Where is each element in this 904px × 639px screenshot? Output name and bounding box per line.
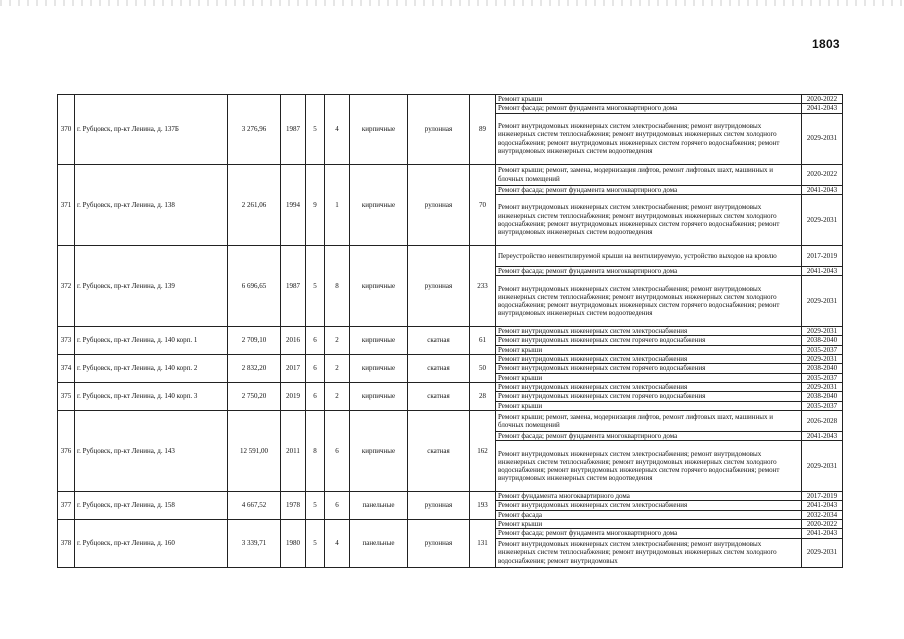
building-number: 372 xyxy=(58,245,75,326)
repair-period: 2038-2040 xyxy=(802,392,843,401)
repair-period: 2029-2031 xyxy=(802,327,843,336)
wall-material: кирпичные xyxy=(350,355,408,383)
repair-period: 2029-2031 xyxy=(802,194,843,245)
repair-period: 2026-2028 xyxy=(802,410,843,431)
building-address: г. Рубцовск, пр-кт Ленина, д. 137Б xyxy=(75,95,228,165)
repair-work: Ремонт крыши xyxy=(496,95,802,104)
building-year: 1980 xyxy=(281,520,306,568)
table-row xyxy=(58,410,843,431)
repair-work: Ремонт фасада; ремонт фундамента многоквартирного дома xyxy=(496,529,802,538)
repair-work: Ремонт внутридомовых инженерных систем электроснабжения; ремонт внутридомовых инженерных систем теплоснабжения; ремонт внутридомовых инженерных систем холодного водоснабжения; ремонт внутридомовых инженерных систем горячего водоснабжения; ремонт внутридомовых инженерных систем водоотведения xyxy=(496,113,802,164)
building-number: 378 xyxy=(58,520,75,568)
building-address: г. Рубцовск, пр-кт Ленина, д. 140 корп. 2 xyxy=(75,355,228,383)
repair-work: Ремонт внутридомовых инженерных систем электроснабжения xyxy=(496,382,802,391)
repair-work: Ремонт крыши xyxy=(496,345,802,354)
repair-work: Ремонт внутридомовых инженерных систем электроснабжения; ремонт внутридомовых инженерных систем теплоснабжения; ремонт внутридомовых инженерных систем холодного водоснабжения; ремонт внутридомовых инженерных систем горячего водоснабжения; ремонт внутридомовых инженерных систем водоотведения xyxy=(496,194,802,245)
building-area: 4 667,52 xyxy=(228,492,281,520)
repair-period: 2041-2043 xyxy=(802,185,843,194)
wall-material: кирпичные xyxy=(350,410,408,491)
building-year: 1994 xyxy=(281,164,306,245)
page-number: 1803 xyxy=(812,37,840,51)
building-entrances: 1 xyxy=(325,164,350,245)
repair-work: Ремонт внутридомовых инженерных систем горячего водоснабжения xyxy=(496,364,802,373)
building-year: 1987 xyxy=(281,95,306,165)
roof-type: скатная xyxy=(408,355,470,383)
repair-period: 2029-2031 xyxy=(802,538,843,567)
building-year: 1987 xyxy=(281,245,306,326)
repair-period: 2038-2040 xyxy=(802,336,843,345)
repair-work: Ремонт крыши xyxy=(496,373,802,382)
repair-work: Ремонт внутридомовых инженерных систем электроснабжения xyxy=(496,355,802,364)
roof-type: рулонная xyxy=(408,164,470,245)
building-address: г. Рубцовск, пр-кт Ленина, д. 160 xyxy=(75,520,228,568)
roof-type: скатная xyxy=(408,327,470,355)
building-entrances: 2 xyxy=(325,355,350,383)
repair-period: 2029-2031 xyxy=(802,276,843,327)
table-row xyxy=(58,95,843,104)
building-value: 233 xyxy=(470,245,496,326)
roof-type: рулонная xyxy=(408,492,470,520)
repair-work: Ремонт крыши; ремонт, замена, модернизация лифтов, ремонт лифтовых шахт, машинных и блочных помещений xyxy=(496,164,802,185)
table-row xyxy=(58,164,843,185)
repair-work: Ремонт внутридомовых инженерных систем электроснабжения; ремонт внутридомовых инженерных систем теплоснабжения; ремонт внутридомовых инженерных систем холодного водоснабжения; ремонт внутридомовых инженерных систем горячего водоснабжения; ремонт внутридомовых инженерных систем водоотведения xyxy=(496,441,802,492)
building-value: 131 xyxy=(470,520,496,568)
repair-work: Ремонт фасада; ремонт фундамента многоквартирного дома xyxy=(496,104,802,113)
table-row xyxy=(58,355,843,364)
building-value: 50 xyxy=(470,355,496,383)
scan-edge-artifact xyxy=(0,0,904,6)
repair-period: 2035-2037 xyxy=(802,373,843,382)
repair-work: Переустройство невентилируемой крыши на вентилируемую, устройство выходов на кровлю xyxy=(496,245,802,266)
building-address: г. Рубцовск, пр-кт Ленина, д. 143 xyxy=(75,410,228,491)
roof-type: скатная xyxy=(408,382,470,410)
building-value: 193 xyxy=(470,492,496,520)
building-area: 12 591,00 xyxy=(228,410,281,491)
repair-work: Ремонт фасада; ремонт фундамента многоквартирного дома xyxy=(496,266,802,275)
building-floors: 6 xyxy=(306,355,325,383)
wall-material: кирпичные xyxy=(350,382,408,410)
roof-type: рулонная xyxy=(408,95,470,165)
building-value: 162 xyxy=(470,410,496,491)
building-area: 3 339,71 xyxy=(228,520,281,568)
repair-period: 2038-2040 xyxy=(802,364,843,373)
wall-material: кирпичные xyxy=(350,95,408,165)
building-value: 70 xyxy=(470,164,496,245)
repair-work: Ремонт фасада; ремонт фундамента многоквартирного дома xyxy=(496,431,802,440)
repair-period: 2032-2034 xyxy=(802,510,843,519)
repair-work: Ремонт внутридомовых инженерных систем горячего водоснабжения xyxy=(496,392,802,401)
repair-period: 2041-2043 xyxy=(802,529,843,538)
wall-material: кирпичные xyxy=(350,164,408,245)
building-area: 2 832,20 xyxy=(228,355,281,383)
building-value: 89 xyxy=(470,95,496,165)
repair-period: 2029-2031 xyxy=(802,441,843,492)
repair-work: Ремонт фасада; ремонт фундамента многоквартирного дома xyxy=(496,185,802,194)
building-year: 2016 xyxy=(281,327,306,355)
building-value: 61 xyxy=(470,327,496,355)
building-year: 2019 xyxy=(281,382,306,410)
table-row xyxy=(58,382,843,391)
building-address: г. Рубцовск, пр-кт Ленина, д. 140 корп. 3 xyxy=(75,382,228,410)
building-number: 370 xyxy=(58,95,75,165)
repair-period: 2017-2019 xyxy=(802,492,843,501)
table-row xyxy=(58,492,843,501)
repair-work: Ремонт внутридомовых инженерных систем электроснабжения xyxy=(496,501,802,510)
repair-work: Ремонт фундамента многоквартирного дома xyxy=(496,492,802,501)
building-floors: 5 xyxy=(306,520,325,568)
building-area: 2 709,10 xyxy=(228,327,281,355)
repair-period: 2041-2043 xyxy=(802,501,843,510)
building-number: 374 xyxy=(58,355,75,383)
building-address: г. Рубцовск, пр-кт Ленина, д. 140 корп. 1 xyxy=(75,327,228,355)
building-floors: 9 xyxy=(306,164,325,245)
building-area: 2 261,06 xyxy=(228,164,281,245)
repair-period: 2020-2022 xyxy=(802,164,843,185)
table-row xyxy=(58,327,843,336)
building-address: г. Рубцовск, пр-кт Ленина, д. 138 xyxy=(75,164,228,245)
roof-type: рулонная xyxy=(408,245,470,326)
repair-period: 2041-2043 xyxy=(802,431,843,440)
wall-material: панельные xyxy=(350,492,408,520)
repair-period: 2035-2037 xyxy=(802,345,843,354)
building-floors: 5 xyxy=(306,245,325,326)
wall-material: панельные xyxy=(350,520,408,568)
repair-work: Ремонт крыши xyxy=(496,401,802,410)
capital-repair-table xyxy=(57,94,843,568)
repair-period: 2020-2022 xyxy=(802,520,843,529)
building-floors: 5 xyxy=(306,95,325,165)
wall-material: кирпичные xyxy=(350,327,408,355)
building-entrances: 6 xyxy=(325,492,350,520)
building-value: 28 xyxy=(470,382,496,410)
building-entrances: 2 xyxy=(325,327,350,355)
repair-work: Ремонт внутридомовых инженерных систем электроснабжения; ремонт внутридомовых инженерных систем теплоснабжения; ремонт внутридомовых инженерных систем холодного водоснабжения; ремонт внутридомовых инженерных систем горячего водоснабжения; ремонт внутридомовых инженерных систем водоотведения xyxy=(496,276,802,327)
table-row xyxy=(58,520,843,529)
roof-type: рулонная xyxy=(408,520,470,568)
roof-type: скатная xyxy=(408,410,470,491)
building-floors: 5 xyxy=(306,492,325,520)
building-year: 2017 xyxy=(281,355,306,383)
repair-work: Ремонт внутридомовых инженерных систем горячего водоснабжения xyxy=(496,336,802,345)
repair-period: 2029-2031 xyxy=(802,382,843,391)
building-area: 3 276,96 xyxy=(228,95,281,165)
building-number: 373 xyxy=(58,327,75,355)
repair-period: 2041-2043 xyxy=(802,104,843,113)
repair-work: Ремонт внутридомовых инженерных систем электроснабжения; ремонт внутридомовых инженерных систем теплоснабжения; ремонт внутридомовых инженерных систем холодного водоснабжения; ремонт внутридомовых xyxy=(496,538,802,567)
building-entrances: 4 xyxy=(325,95,350,165)
repair-work: Ремонт фасада xyxy=(496,510,802,519)
repair-work: Ремонт крыши; ремонт, замена, модернизация лифтов, ремонт лифтовых шахт, машинных и блочных помещений xyxy=(496,410,802,431)
building-area: 6 696,65 xyxy=(228,245,281,326)
repair-period: 2029-2031 xyxy=(802,355,843,364)
repair-period: 2029-2031 xyxy=(802,113,843,164)
building-number: 371 xyxy=(58,164,75,245)
table-body xyxy=(58,95,843,568)
building-year: 2011 xyxy=(281,410,306,491)
building-entrances: 2 xyxy=(325,382,350,410)
building-address: г. Рубцовск, пр-кт Ленина, д. 139 xyxy=(75,245,228,326)
building-address: г. Рубцовск, пр-кт Ленина, д. 158 xyxy=(75,492,228,520)
building-number: 376 xyxy=(58,410,75,491)
building-entrances: 6 xyxy=(325,410,350,491)
building-number: 375 xyxy=(58,382,75,410)
repair-period: 2017-2019 xyxy=(802,245,843,266)
table-row xyxy=(58,245,843,266)
repair-period: 2041-2043 xyxy=(802,266,843,275)
repair-work: Ремонт крыши xyxy=(496,520,802,529)
building-floors: 6 xyxy=(306,382,325,410)
building-entrances: 4 xyxy=(325,520,350,568)
building-floors: 6 xyxy=(306,327,325,355)
building-year: 1978 xyxy=(281,492,306,520)
building-entrances: 8 xyxy=(325,245,350,326)
building-number: 377 xyxy=(58,492,75,520)
repair-period: 2020-2022 xyxy=(802,95,843,104)
repair-period: 2035-2037 xyxy=(802,401,843,410)
building-floors: 8 xyxy=(306,410,325,491)
building-area: 2 750,20 xyxy=(228,382,281,410)
wall-material: кирпичные xyxy=(350,245,408,326)
repair-work: Ремонт внутридомовых инженерных систем электроснабжения xyxy=(496,327,802,336)
